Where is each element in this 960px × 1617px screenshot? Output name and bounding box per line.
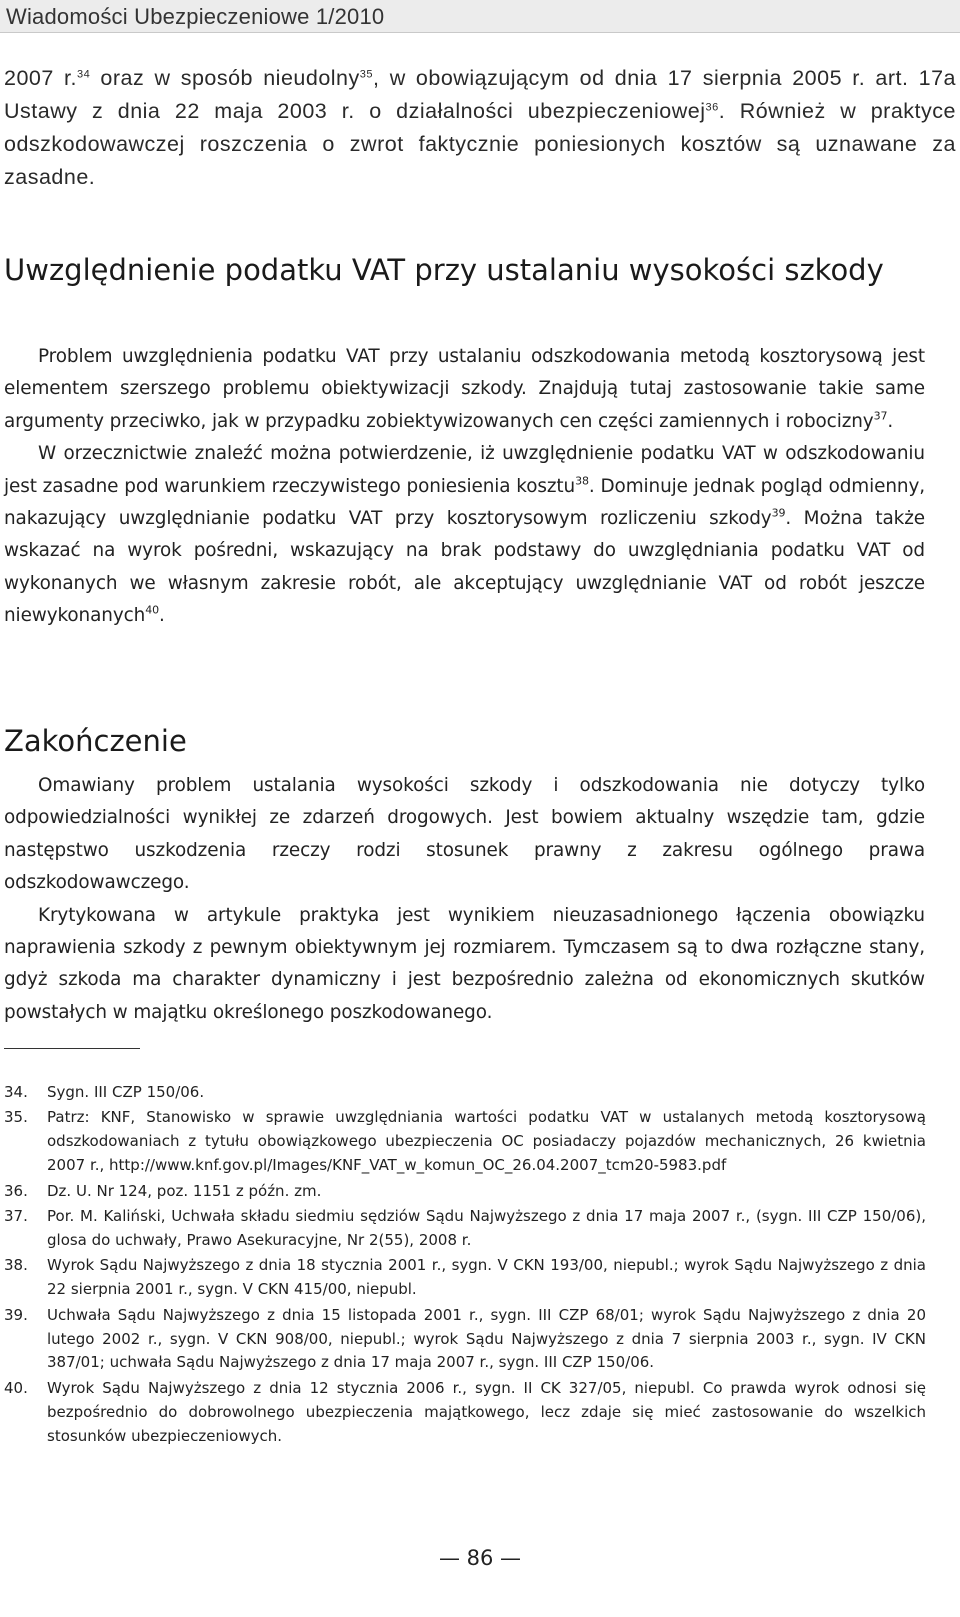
footnote-number: 34. bbox=[4, 1083, 28, 1101]
footnote-ref[interactable]: 34 bbox=[76, 68, 91, 81]
paragraph-text: W orzecznictwie znaleźć można potwierdzenie, iż uwzględnienie podatku VAT w odszkodowaniu jest zasadne pod warunkiem rzeczywistego poniesienia kosztu bbox=[4, 443, 925, 497]
section-body-vat bbox=[4, 341, 925, 633]
footnote-number: 40. bbox=[4, 1378, 28, 1397]
footnote-item bbox=[4, 1205, 926, 1253]
paragraph-text: Problem uwzględnienia podatku VAT przy ustalaniu odszkodowania metodą kosztorysową jest elementem szerszego problemu obiektywizacji szkody. Znajdują tutaj zastosowanie takie same argumenty przeciwko, jak w przypadku zobiektywizowanych cen części zamiennych i robocizny bbox=[4, 346, 925, 432]
footnote-item bbox=[4, 1106, 926, 1178]
footnote-ref[interactable]: 38 bbox=[575, 473, 589, 487]
page-number: — 86 — bbox=[438, 1546, 522, 1570]
footnote-number: 36. bbox=[4, 1181, 28, 1200]
footnote-ref[interactable]: 40 bbox=[145, 603, 159, 617]
paragraph-text: . Dominuje jednak pogląd odmienny, nakazujący uwzględnianie podatku VAT przy kosztorysowym rozliczeniu szkody bbox=[4, 475, 925, 530]
footnote-number: 35. bbox=[4, 1108, 28, 1127]
section-heading-vat: Uwzględnienie podatku VAT przy ustalaniu wysokości szkody bbox=[4, 253, 884, 287]
running-header-title: Wiadomości Ubezpieczeniowe 1/2010 bbox=[6, 4, 385, 29]
intro-paragraph bbox=[4, 62, 956, 194]
footnote-text: Uchwała Sądu Najwyższego z dnia 15 listopada 2001 r., sygn. III CZP 68/01; wyrok Sądu Najwyższego z dnia 20 lutego 2002 r., sygn. V CKN 908/00, niepubl.; wyrok Sądu Najwyższego z dnia 7 sierpnia 2003 r., sygn. IV CKN 387/01; uchwała Sądu Najwyższego z dnia 17 maja 2007 r., sygn. III CZP 150/06. bbox=[47, 1305, 926, 1372]
footnote-number: 37. bbox=[4, 1207, 28, 1226]
paragraph-text: . bbox=[159, 605, 165, 627]
section-body-conclusion bbox=[4, 770, 925, 1029]
footnote-item bbox=[4, 1304, 926, 1376]
body-paragraph bbox=[4, 438, 925, 632]
section-heading-conclusion: Zakończenie bbox=[4, 724, 187, 758]
body-paragraph: Krytykowana w artykule praktyka jest wynikiem nieuzasadnionego łączenia obowiązku naprawienia szkody z pewnym obiektywnym jej rozmiarem. Tymczasem są to dwa rozłączne stany, gdyż szkoda ma charakter dynamiczny i jest bezpośrednio zależna od ekonomicznych skutków powstałych w majątku określonego poszkodowanego. bbox=[4, 904, 925, 1023]
intro-text: 2007 r. bbox=[4, 66, 77, 90]
footnote-ref[interactable]: 36 bbox=[705, 101, 719, 114]
intro-text: . Również w praktyce odszkodowawczej roszczenia o zwrot faktycznie poniesionych kosztów są uznawane za zasadne. bbox=[4, 99, 956, 189]
paragraph-text: . Można także wskazać na wyrok pośredni, wskazujący na brak podstawy do uwzględniania podatku VAT od wykonanych we własnym zakresie robót, ale akceptujący uwzględnianie VAT od robót jeszcze niewykonanych bbox=[4, 508, 925, 627]
running-header bbox=[0, 0, 960, 33]
footnote-item bbox=[4, 1377, 926, 1449]
footnote-text: Dz. U. Nr 124, poz. 1151 z późn. zm. bbox=[47, 1181, 322, 1200]
footnote-item bbox=[4, 1180, 926, 1204]
footnote-text: Sygn. III CZP 150/06. bbox=[47, 1083, 205, 1101]
footnote-number: 39. bbox=[4, 1305, 28, 1324]
intro-text: oraz w sposób nieudolny bbox=[90, 66, 360, 90]
footnote-text: Por. M. Kaliński, Uchwała składu siedmiu sędziów Sądu Najwyższego z dnia 17 maja 2007 r., (sygn. III CZP 150/06), glosa do uchwały, Prawo Asekuracyjne, Nr 2(55), 2008 r. bbox=[47, 1207, 926, 1249]
footnote-text: Wyrok Sądu Najwyższego z dnia 18 stycznia 2001 r., sygn. V CKN 193/00, niepubl.; wyrok Sądu Najwyższego z dnia 22 sierpnia 2001 r., sygn. V CKN 415/00, niepubl. bbox=[47, 1256, 926, 1299]
footnote-text: Patrz: KNF, Stanowisko w sprawie uwzględniania wartości podatku VAT w ustalanych metodą kosztorysową odszkodowaniach z tytułu obowiązkowego ubezpieczenia OC posiadaczy pojazdów mechanicznych, 26 kwietnia 2007 r., http://www.knf.gov.pl/Images/KNF_VAT_w_komun_OC_26.04.2007_tcm20-5983.pdf bbox=[47, 1108, 926, 1175]
footnote-item bbox=[4, 1081, 926, 1105]
body-paragraph bbox=[4, 341, 925, 438]
body-paragraph: Omawiany problem ustalania wysokości szkody i odszkodowania nie dotyczy tylko odpowiedzialności wynikłej ze zdarzeń drogowych. Jest bowiem aktualny wszędzie tam, gdzie następstwo uszkodzenia rzeczy rodzi stosunek prawny z zakresu ogólnego prawa odszkodowawczego. bbox=[4, 775, 925, 894]
intro-text: , w obowiązującym od dnia 17 sierpnia 2005 r. art. 17a Ustawy z dnia 22 maja 2003 r. o działalności ubezpieczeniowej bbox=[4, 66, 957, 123]
footnote-text: Wyrok Sądu Najwyższego z dnia 12 stycznia 2006 r., sygn. II CK 327/05, niepubl. Co prawda wyrok odnosi się bezpośrednio do dobrowolnego ubezpieczenia majątkowego, lecz zdaje się mieć zastosowanie do wszelkich stosunków ubezpieczeniowych. bbox=[47, 1378, 926, 1445]
footnote-ref[interactable]: 35 bbox=[359, 68, 374, 81]
footnote-ref[interactable]: 37 bbox=[873, 409, 888, 423]
footnote-number: 38. bbox=[4, 1256, 28, 1275]
footnote-list bbox=[4, 1081, 926, 1450]
footnote-separator bbox=[4, 1048, 140, 1049]
paragraph-text: . bbox=[887, 410, 894, 432]
footnote-item bbox=[4, 1254, 926, 1302]
footnote-ref[interactable]: 39 bbox=[771, 506, 786, 520]
